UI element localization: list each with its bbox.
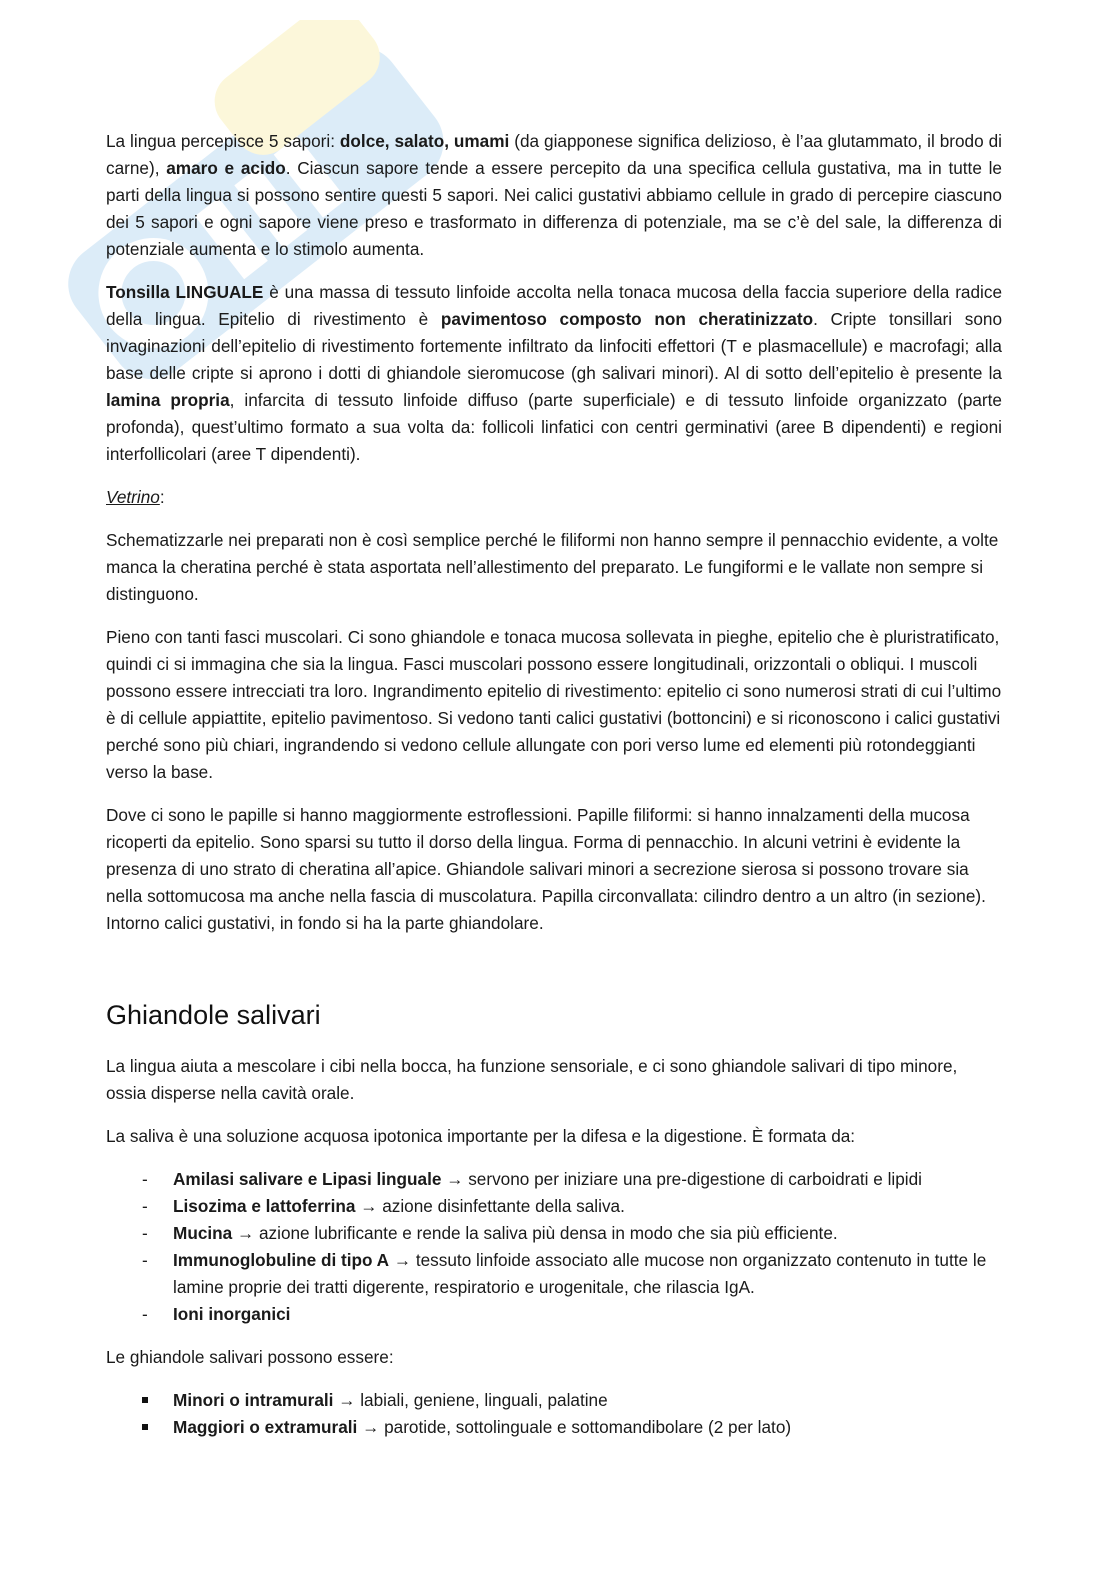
text: La lingua percepisce 5 sapori: [106,131,340,151]
bold-text: dolce, salato, umami [339,131,510,151]
section-heading: Ghiandole salivari [106,1000,321,1030]
text: è una massa di tessuto linfoide accolta nella tonaca mucosa della faccia superiore della radice della lingua. Epitelio di rivestimento è [106,282,1003,329]
list-term: Maggiori o extramurali [173,1417,358,1437]
arrow-right-icon: → [360,1196,378,1216]
list-desc: servono per iniziare una pre-digestione di carboidrati e lipidi [468,1169,923,1189]
paragraph-sapori [106,128,1002,263]
paragraph-lingua-funzione: La lingua aiuta a mescolare i cibi nella bocca, ha funzione sensoriale, e ci sono ghiandole salivari di tipo minore, ossia disperse nella cavità orale. [106,1056,958,1103]
gland-types-list [106,1387,1002,1441]
arrow-right-icon: → [393,1250,412,1270]
list-term: Amilasi salivare e Lipasi linguale [173,1169,442,1189]
list-term: Immunoglobuline di tipo A [173,1250,390,1270]
list-term: Ioni inorganici [173,1304,291,1324]
document-page [106,128,1002,1457]
list-desc: labiali, geniene, linguali, palatine [360,1390,608,1410]
arrow-right-icon: → [338,1390,356,1410]
bold-text: pavimentoso composto non cheratinizzato [440,309,814,329]
text: . Cripte tonsillari sono invaginazioni dell’epitelio di rivestimento fortemente infiltrato da linfociti effettori (T e plasmacellule) e macrofagi; alla base delle cripte si aprono i dotti di ghiandole sieromucose (gh salivari minori). Al di sotto dell’epitelio è presente la [106,309,1003,383]
list-desc: tessuto linfoide associato alle mucose non organizzato contenuto in tutte le lamine proprie dei tratti digerente, respiratorio e urogenitale, che rilascia IgA. [173,1250,987,1297]
list-item [106,1247,1002,1301]
list-desc: azione disinfettante della saliva. [382,1196,625,1216]
text: , infarcita di tessuto linfoide diffuso (parte superficiale) e di tessuto linfoide organizzato (parte profonda), quest’ultimo formato a sua volta da: follicoli linfatici con centri germinativi (aree B dipendenti) e regioni interfollicolari (aree T dipendenti). [106,390,1002,464]
vetrino-label-line [106,484,1002,511]
bold-text: Tonsilla LINGUALE [106,282,264,302]
dash-marker: - [142,1223,148,1243]
list-term: Lisozima e lattoferrina [173,1196,356,1216]
paragraph-ghiandole-tipi: Le ghiandole salivari possono essere: [106,1347,394,1367]
dash-marker: - [142,1304,148,1324]
bold-text: lamina propria [106,390,230,410]
list-term: Minori o intramurali [173,1390,334,1410]
text: (da giapponese significa delizioso, è l’aa glutammato, il brodo di carne), [106,131,1002,178]
square-bullet-icon [142,1424,148,1430]
list-item [106,1414,1002,1441]
list-item [106,1387,1002,1414]
paragraph-fasci-muscolari: Pieno con tanti fasci muscolari. Ci sono ghiandole e tonaca mucosa sollevata in pieghe, epitelio che è pluristratificato, quindi ci si immagina che sia la lingua. Fasci muscolari possono essere longitudinali, orizzontali o obliqui. I muscoli possono essere intrecciati tra loro. Ingrandimento epitelio di rivestimento: epitelio ci sono numerosi strati di cui l’ultimo è di cellule appiattite, epitelio pavimentoso. Si vedono tanti calici gustativi (bottoncini) e si riconoscono i calici gustativi perché sono più chiari, ingrandendo si vedono cellule allungate con pori verso lume ed elementi più rotondeggianti verso la base. [106,627,1002,782]
paragraph-saliva: La saliva è una soluzione acquosa ipotonica importante per la difesa e la digestione. È formata da: [106,1126,856,1146]
dash-marker: - [142,1250,148,1270]
paragraph-papille: Dove ci sono le papille si hanno maggiormente estroflessioni. Papille filiformi: si hanno innalzamenti della mucosa ricoperti da epitelio. Sono sparsi su tutto il dorso della lingua. Forma di pennacchio. In alcuni vetrini è evidente la presenza di uno strato di cheratina all’apice. Ghiandole salivari minori a secrezione sierosa si possono trovare sia nella sottomucosa ma anche nella fascia di muscolatura. Papilla circonvallata: cilindro dentro a un altro (in sezione). Intorno calici gustativi, in fondo si ha la parte ghiandolare. [106,805,986,933]
arrow-right-icon: → [446,1169,464,1189]
list-term: Mucina [173,1223,233,1243]
bold-text: amaro e acido [166,158,286,178]
saliva-components-list [106,1166,1002,1328]
paragraph-schematizzarle: Schematizzarle nei preparati non è così semplice perché le filiformi non hanno sempre il pennacchio evidente, a volte manca la cheratina perché è stata asportata nell’allestimento del preparato. Le fungiformi e le vallate non sempre si distinguono. [106,530,999,604]
arrow-right-icon: → [237,1223,255,1243]
list-item [106,1166,1002,1193]
list-desc: parotide, sottolinguale e sottomandibolare (2 per lato) [384,1417,792,1437]
vetrino-label: Vetrino [106,487,160,507]
list-desc: azione lubrificante e rende la saliva più densa in modo che sia più efficiente. [258,1223,838,1243]
text: : [159,487,165,507]
paragraph-tonsilla-linguale [106,279,1002,468]
text: . Ciascun sapore tende a essere percepito da una specifica cellula gustativa, ma in tutte le parti della lingua si possono sentire questi 5 sapori. Nei calici gustativi abbiamo cellule in grado di percepire ciascuno dei 5 sapori e ogni sapore viene preso e trasformato in differenza di potenziale, ma se c’è del sale, la differenza di potenziale aumenta e lo stimolo aumenta. [106,158,1002,259]
square-bullet-icon [142,1397,148,1403]
arrow-right-icon: → [362,1417,380,1437]
list-item [106,1220,1002,1247]
dash-marker: - [142,1196,148,1216]
list-item [106,1301,1002,1328]
dash-marker: - [142,1169,148,1189]
list-item [106,1193,1002,1220]
